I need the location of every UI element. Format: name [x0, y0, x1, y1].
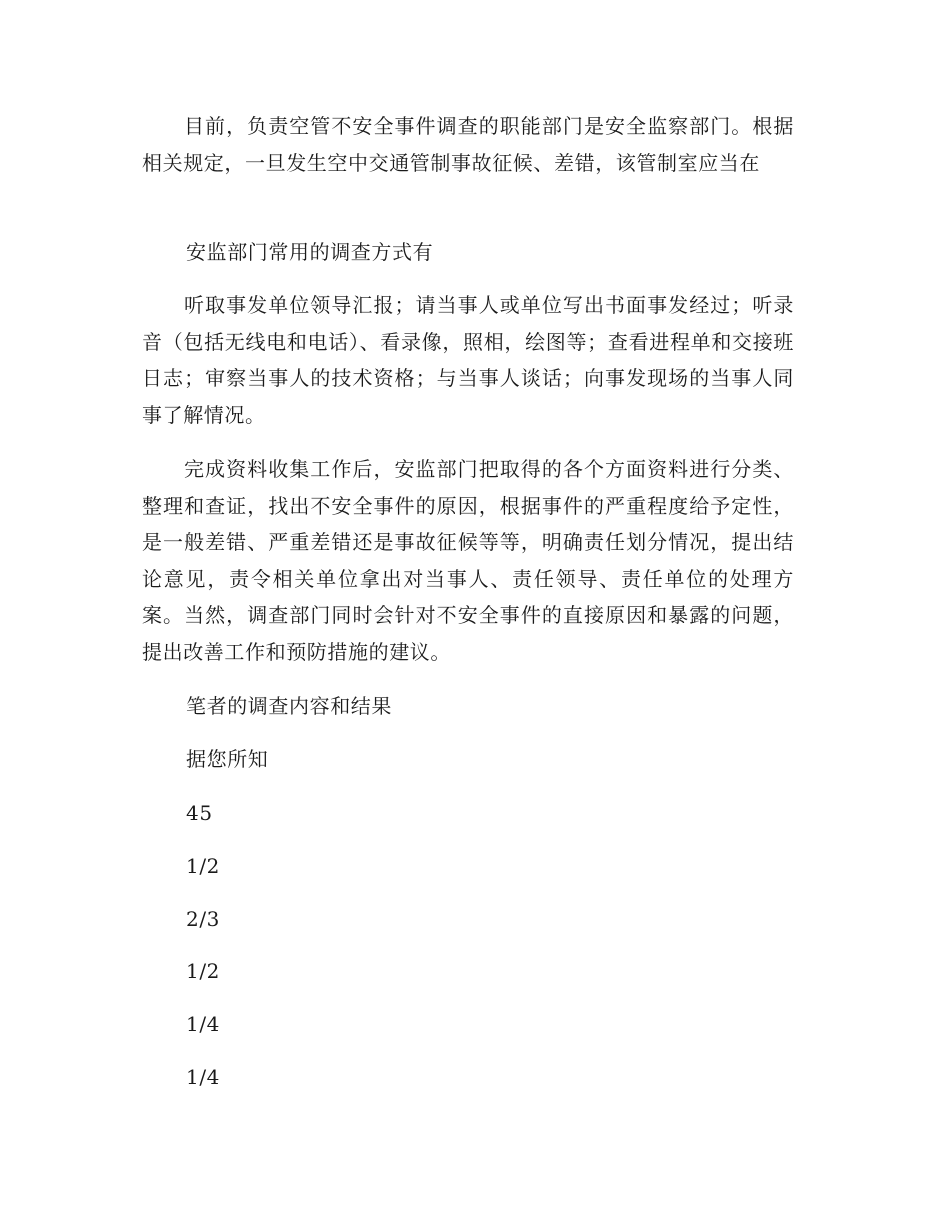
paragraph-investigation-methods-heading: 安监部门常用的调查方式有	[186, 240, 434, 264]
value-item: 45	[186, 801, 213, 825]
paragraph-author-survey-heading: 笔者的调查内容和结果	[186, 694, 392, 718]
value-item: 1/2	[186, 959, 220, 983]
value-item: 1/2	[186, 854, 220, 878]
value-item: 2/3	[186, 907, 220, 931]
paragraph-investigation-department: 目前，负责空管不安全事件调查的职能部门是安全监察部门。根据相关规定，一旦发生空中交通管制事故征候、差错，该管制室应当在	[142, 114, 794, 175]
paragraph-investigation-process: 完成资料收集工作后，安监部门把取得的各个方面资料进行分类、整理和查证，找出不安全事件的原因，根据事件的严重程度给予定性，是一般差错、严重差错还是事故征候等等，明确责任划分情况，提出结论意见，责令相关单位拿出对当事人、责任领导、责任单位的处理方案。当然，调查部门同时会针对不安全事件的直接原因和暴露的问题，提出改善工作和预防措施的建议。	[142, 457, 794, 664]
paragraph-as-far-as-you-know: 据您所知	[186, 747, 269, 771]
paragraph-investigation-methods: 听取事发单位领导汇报；请当事人或单位写出书面事发经过；听录音（包括无线电和电话）、看录像，照相，绘图等；查看进程单和交接班日志；审察当事人的技术资格；与当事人谈话；向事发现场的当事人同事了解情况。	[142, 293, 794, 427]
value-item: 1/4	[186, 1012, 220, 1036]
value-item: 1/4	[186, 1065, 220, 1089]
